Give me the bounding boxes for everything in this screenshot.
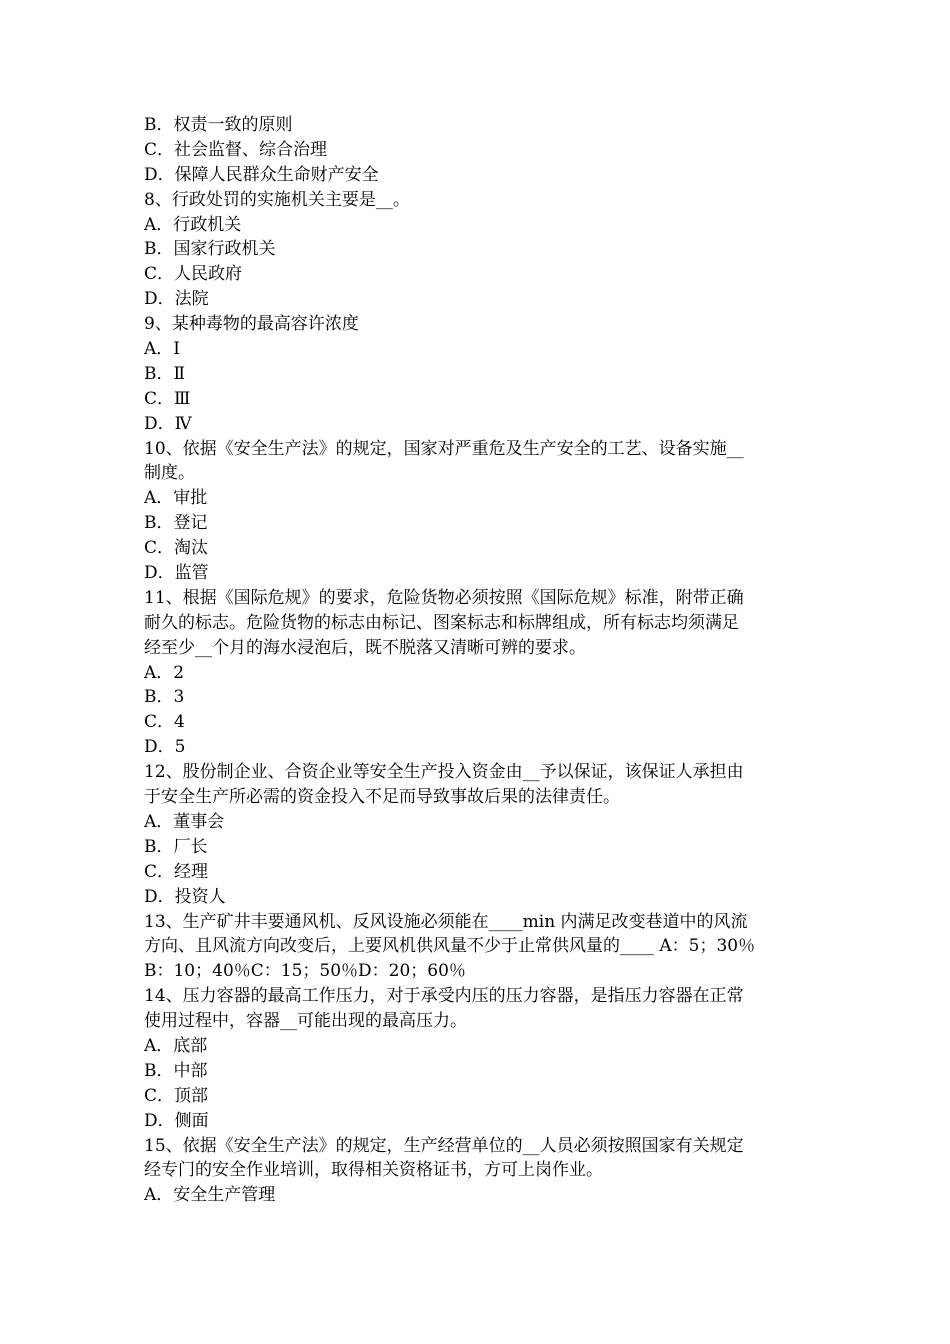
option-line: A．2 xyxy=(144,662,185,683)
question-line: 11、根据《国际危规》的要求，危险货物必须按照《国际危规》标准，附带正确 xyxy=(144,587,744,608)
option-line: C．经理 xyxy=(144,861,209,882)
question-line: 使用过程中，容器__可能出现的最高压力。 xyxy=(144,1011,467,1032)
option-line: A．行政机关 xyxy=(144,214,242,235)
question-line: 14、压力容器的最高工作压力，对于承受内压的压力容器，是指压力容器在正常 xyxy=(144,986,744,1007)
option-line: D．5 xyxy=(144,737,186,758)
option-line: A．Ⅰ xyxy=(144,339,180,360)
question-line: 于安全生产所必需的资金投入不足而导致事故后果的法律责任。 xyxy=(144,787,620,808)
option-line: D．Ⅳ xyxy=(144,413,192,434)
question-line: 耐久的标志。危险货物的标志由标记、图案标志和标牌组成，所有标志均须满足 xyxy=(144,612,739,633)
option-line: A．董事会 xyxy=(144,811,225,832)
option-line: B．中部 xyxy=(144,1060,208,1081)
option-line: D．保障人民群众生命财产安全 xyxy=(144,164,379,185)
option-line: D．投资人 xyxy=(144,886,226,907)
question-line: 10、依据《安全生产法》的规定，国家对严重危及生产安全的工艺、设备实施__ xyxy=(144,438,744,459)
option-line: B．厂长 xyxy=(144,836,208,857)
option-line: D．监管 xyxy=(144,563,209,584)
option-line: C．人民政府 xyxy=(144,264,243,285)
question-line: 15、依据《安全生产法》的规定，生产经营单位的__人员必须按照国家有关规定 xyxy=(144,1135,744,1156)
option-line: C．Ⅲ xyxy=(144,388,191,409)
question-line: 经专门的安全作业培训，取得相关资格证书，方可上岗作业。 xyxy=(144,1160,603,1181)
option-line: C．顶部 xyxy=(144,1085,209,1106)
question-line: 制度。 xyxy=(144,463,195,484)
option-line: D．法院 xyxy=(144,289,209,310)
option-line: C．社会监督、综合治理 xyxy=(144,139,328,160)
option-line: C．淘汰 xyxy=(144,538,209,559)
option-line: B：10；40％C：15；50％D：20；60％ xyxy=(144,961,466,982)
document-page xyxy=(144,113,808,1208)
question-line: 方向、且风流方向改变后，上要风机供风量不少于止常供风量的____ A：5；30％ xyxy=(144,936,756,957)
question-line: 9、某种毒物的最高容许浓度 xyxy=(144,314,359,335)
option-line: B．登记 xyxy=(144,513,208,534)
question-line: 8、行政处罚的实施机关主要是__。 xyxy=(144,189,410,210)
option-line: B．3 xyxy=(144,687,185,708)
option-line: A．审批 xyxy=(144,488,208,509)
question-line: 13、生产矿井丰要通风机、反风设施必须能在____min 内满足改变巷道中的风流 xyxy=(144,911,748,932)
option-line: C．4 xyxy=(144,712,185,733)
option-line: A．底部 xyxy=(144,1035,208,1056)
option-line: D．侧面 xyxy=(144,1110,209,1131)
option-line: B．国家行政机关 xyxy=(144,239,276,260)
question-line: 12、股份制企业、合资企业等安全生产投入资金由__予以保证，该保证人承担由 xyxy=(144,762,744,783)
option-line: B．Ⅱ xyxy=(144,363,186,384)
option-line: A．安全生产管理 xyxy=(144,1185,276,1206)
option-line: B．权责一致的原则 xyxy=(144,115,293,135)
question-line: 经至少__个月的海水浸泡后，既不脱落又清晰可辨的要求。 xyxy=(144,637,586,658)
